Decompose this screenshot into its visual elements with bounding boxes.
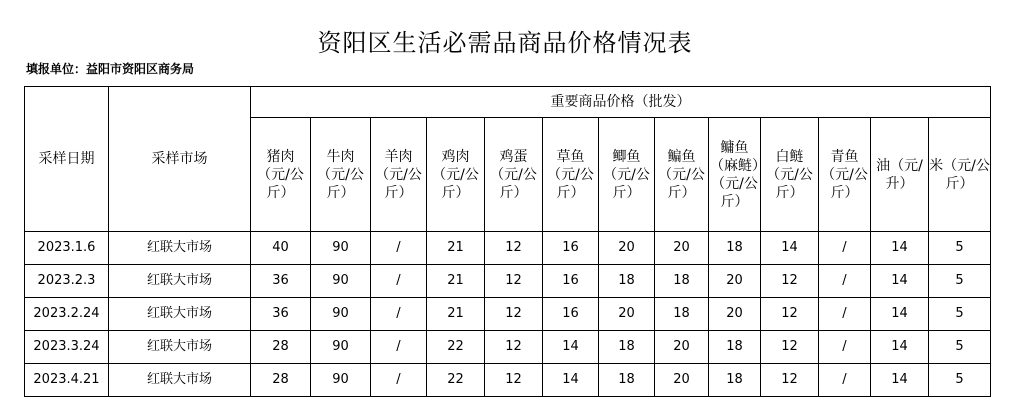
cell-eggs: 12 <box>485 331 543 364</box>
cell-mutton: / <box>371 232 427 265</box>
table-row <box>25 331 991 364</box>
cell-chicken: 22 <box>427 364 485 397</box>
cell-market: 红联大市场 <box>109 265 251 298</box>
header-bighead-carp: 鳙鱼（麻鲢）（元/公斤） <box>709 118 761 232</box>
cell-black-carp: / <box>819 364 871 397</box>
cell-crucian-carp: 20 <box>599 298 655 331</box>
cell-beef: 90 <box>311 331 371 364</box>
cell-market: 红联大市场 <box>109 298 251 331</box>
filing-unit: 填报单位：益阳市资阳区商务局 <box>26 62 195 76</box>
table-row <box>25 298 991 331</box>
cell-mutton: / <box>371 298 427 331</box>
header-beef: 牛肉（元/公斤） <box>311 118 371 232</box>
cell-eggs: 12 <box>485 364 543 397</box>
cell-crucian-carp: 18 <box>599 331 655 364</box>
cell-bighead-carp: 18 <box>709 331 761 364</box>
cell-bighead-carp: 18 <box>709 232 761 265</box>
cell-market: 红联大市场 <box>109 232 251 265</box>
cell-oil: 14 <box>871 364 929 397</box>
cell-rice: 5 <box>929 331 991 364</box>
header-sample-market: 采样市场 <box>109 87 251 232</box>
cell-grass-carp: 14 <box>543 331 599 364</box>
cell-rice: 5 <box>929 232 991 265</box>
cell-bream: 20 <box>655 232 709 265</box>
cell-date: 2023.4.21 <box>25 364 109 397</box>
header-crucian-carp: 鲫鱼（元/公斤） <box>599 118 655 232</box>
cell-beef: 90 <box>311 265 371 298</box>
header-pork: 猪肉（元/公斤） <box>251 118 311 232</box>
cell-silver-carp: 12 <box>761 331 819 364</box>
cell-black-carp: / <box>819 265 871 298</box>
cell-bighead-carp: 18 <box>709 364 761 397</box>
page-title: 资阳区生活必需品商品价格情况表 <box>317 29 693 57</box>
cell-silver-carp: 12 <box>761 298 819 331</box>
cell-date: 2023.3.24 <box>25 331 109 364</box>
cell-silver-carp: 12 <box>761 265 819 298</box>
cell-pork: 36 <box>251 298 311 331</box>
cell-market: 红联大市场 <box>109 364 251 397</box>
cell-oil: 14 <box>871 331 929 364</box>
cell-bream: 20 <box>655 364 709 397</box>
header-grass-carp: 草鱼（元/公斤） <box>543 118 599 232</box>
cell-chicken: 21 <box>427 298 485 331</box>
cell-eggs: 12 <box>485 298 543 331</box>
cell-bream: 20 <box>655 331 709 364</box>
cell-silver-carp: 14 <box>761 232 819 265</box>
cell-beef: 90 <box>311 232 371 265</box>
header-mutton: 羊肉（元/公斤） <box>371 118 427 232</box>
cell-grass-carp: 16 <box>543 232 599 265</box>
price-table <box>24 86 991 397</box>
cell-oil: 14 <box>871 265 929 298</box>
cell-oil: 14 <box>871 298 929 331</box>
cell-black-carp: / <box>819 232 871 265</box>
header-rice: 米（元/公斤） <box>929 118 991 232</box>
cell-date: 2023.2.24 <box>25 298 109 331</box>
cell-grass-carp: 16 <box>543 265 599 298</box>
cell-mutton: / <box>371 364 427 397</box>
header-key-commodity-prices: 重要商品价格（批发） <box>251 87 991 118</box>
cell-bighead-carp: 20 <box>709 298 761 331</box>
table-row <box>25 364 991 397</box>
cell-beef: 90 <box>311 364 371 397</box>
cell-date: 2023.1.6 <box>25 232 109 265</box>
cell-mutton: / <box>371 331 427 364</box>
table-row <box>25 265 991 298</box>
header-chicken: 鸡肉（元/公斤） <box>427 118 485 232</box>
header-bream: 鳊鱼（元/公斤） <box>655 118 709 232</box>
cell-chicken: 22 <box>427 331 485 364</box>
cell-date: 2023.2.3 <box>25 265 109 298</box>
cell-chicken: 21 <box>427 265 485 298</box>
cell-crucian-carp: 18 <box>599 265 655 298</box>
cell-chicken: 21 <box>427 232 485 265</box>
cell-grass-carp: 16 <box>543 298 599 331</box>
cell-bighead-carp: 20 <box>709 265 761 298</box>
cell-bream: 18 <box>655 265 709 298</box>
cell-silver-carp: 12 <box>761 364 819 397</box>
cell-rice: 5 <box>929 265 991 298</box>
header-black-carp: 青鱼（元/公斤） <box>819 118 871 232</box>
cell-eggs: 12 <box>485 232 543 265</box>
header-eggs: 鸡蛋（元/公斤） <box>485 118 543 232</box>
header-oil: 油（元/升） <box>871 118 929 232</box>
cell-mutton: / <box>371 265 427 298</box>
cell-pork: 28 <box>251 364 311 397</box>
cell-pork: 28 <box>251 331 311 364</box>
header-sample-date: 采样日期 <box>25 87 109 232</box>
cell-rice: 5 <box>929 298 991 331</box>
cell-black-carp: / <box>819 298 871 331</box>
header-silver-carp: 白鲢（元/公斤） <box>761 118 819 232</box>
cell-bream: 18 <box>655 298 709 331</box>
table-row <box>25 232 991 265</box>
cell-rice: 5 <box>929 364 991 397</box>
cell-pork: 40 <box>251 232 311 265</box>
cell-black-carp: / <box>819 331 871 364</box>
cell-eggs: 12 <box>485 265 543 298</box>
cell-pork: 36 <box>251 265 311 298</box>
cell-grass-carp: 14 <box>543 364 599 397</box>
cell-market: 红联大市场 <box>109 331 251 364</box>
cell-crucian-carp: 20 <box>599 232 655 265</box>
cell-crucian-carp: 18 <box>599 364 655 397</box>
cell-oil: 14 <box>871 232 929 265</box>
cell-beef: 90 <box>311 298 371 331</box>
